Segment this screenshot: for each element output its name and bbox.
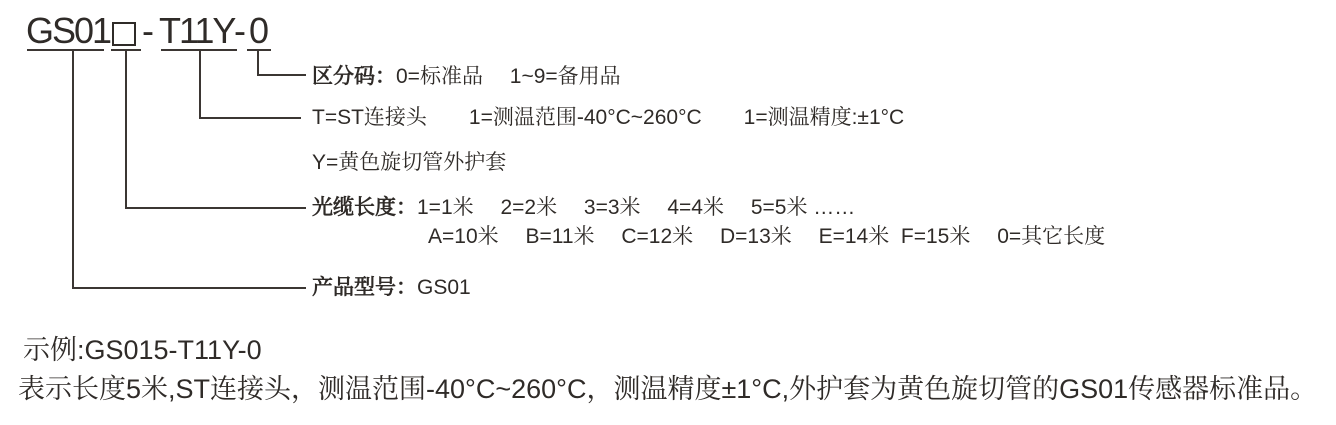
branch-cable-length-label: 光缆长度： [312, 196, 417, 219]
branch-cable-length-continued: A=10米 B=11米 C=12米 D=13米 E=14米 F=15米 0=其它长度 [428, 225, 1106, 248]
connector-spec [161, 50, 301, 118]
branch-cable-length [312, 194, 855, 222]
length-placeholder-box [112, 22, 136, 46]
code-dash-1: - [142, 10, 152, 51]
branch-product-model [312, 274, 471, 302]
branch-distinction-label: 区分码： [312, 65, 396, 88]
example-code: 示例:GS015-T11Y-0 [23, 335, 262, 365]
branch-connector-jacket-line: Y=黄色旋切管外护套 [312, 151, 507, 174]
branch-product-model-value: GS01 [417, 276, 471, 299]
code-segment-base: GS01 [26, 10, 111, 51]
code-dash-2: - [234, 10, 244, 51]
connector-length [111, 50, 306, 208]
connector-base [27, 50, 306, 288]
connector-distinction [247, 50, 306, 75]
branch-distinction-value: 0=标准品 1~9=备用品 [396, 65, 621, 88]
branch-product-model-label: 产品型号： [312, 276, 417, 299]
code-segment-connector: T11Y [159, 10, 235, 51]
branch-connector-spec-line1: T=ST连接头 1=测温范围-40°C~260°C 1=测温精度:±1°C [312, 106, 905, 129]
example-description: 表示长度5米,ST连接头，测温范围-40°C~260°C，测温精度±1°C,外护套为黄色旋切管的GS01传感器标准品。 [18, 374, 1318, 404]
branch-cable-length-values: 1=1米 2=2米 3=3米 4=4米 5=5米 …… [417, 196, 856, 219]
code-segment-distinction: 0 [249, 10, 268, 51]
branch-distinction-code [312, 63, 621, 91]
